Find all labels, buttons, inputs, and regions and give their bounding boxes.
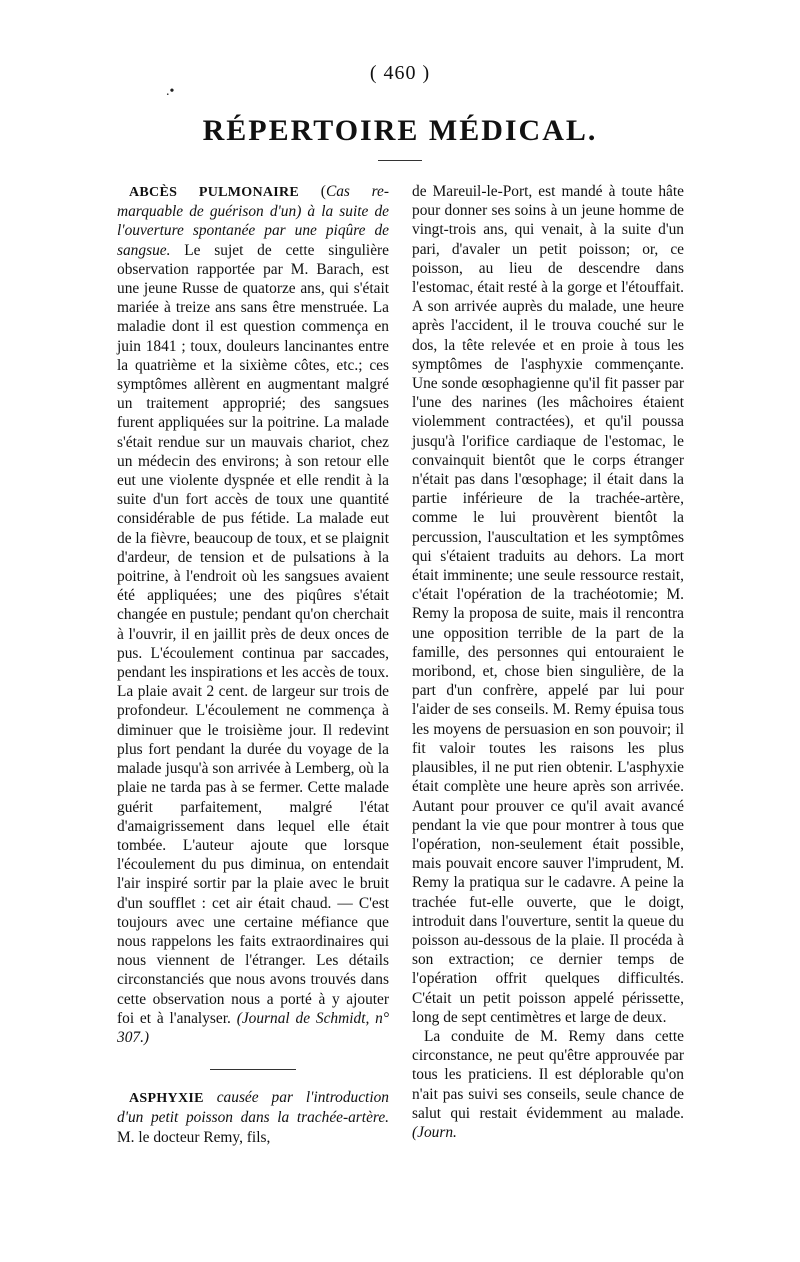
title-rule bbox=[378, 160, 422, 161]
stray-marks: .• bbox=[166, 84, 175, 99]
entry-asphyxie-continued bbox=[412, 182, 684, 1027]
entry-subtitle: Cas re-marquable de guérison d'un) à la suite de l'ouverture spontanée par une piqûre de sangsue. bbox=[117, 183, 389, 259]
entry-asphyxie-commentary bbox=[412, 1027, 684, 1142]
entry-abces-pulmonaire bbox=[117, 182, 389, 1047]
right-column bbox=[412, 182, 684, 1142]
left-column bbox=[117, 182, 389, 1147]
entry-subtitle-open: ( bbox=[320, 183, 326, 200]
entry-heading: ABCÈS PULMONAIRE bbox=[129, 185, 300, 200]
entry-source: (Journ. bbox=[412, 1123, 457, 1141]
entry-body: Le sujet de cette singulière observation rapportée par M. Barach, est une jeune Russe de quatorze ans, qui s'était mariée à treize ans sans être menstruée. La maladie dont il est question commença en juin 1841 ; toux, douleurs lancinantes entre la quatrième et la sixième côtes, etc.; ces symptômes allèrent en augmentant malgré un traitement approprié; des sangsues furent appliquées sur la poitrine. La malade s'était rendue sur un mauvais chariot, chez un médecin des environs; à son retour elle eut une violente dyspnée et elle rendit à la suite d'un fort accès de toux une quantité considérable de pus fétide. La malade eut de la fièvre, beaucoup de toux, et se plaignit d'ardeur, de tension et de pulsations à la poitrine, à l'endroit où les sangsues avaient été appliquées; une des piqûres s'était changée en pustule; pendant qu'on cherchait à l'ouvrir, il en jaillit près de deux onces de pus. L'écoulement continua par saccades, pendant les inspirations et les accès de toux. La plaie avait 2 cent. de largeur sur trois de profondeur. L'écoulement ne commença à diminuer que le troisième jour. Il redevint plus fort pendant la durée du voyage de la malade jusqu'à son arrivée à Lemberg, où la plaie ne tarda pas à se fermer. Cette malade guérit parfaitement, malgré l'état d'amaigrissement dans lequel elle était tombée. L'auteur ajoute que lorsque l'écoulement du pus diminua, on entendait l'air inspiré sortir par la plaie avec le bruit d'un soufflet : cet air était chaud. — C'est toujours avec une certaine méfiance que nous rappelons les faits extraordinaires qui nous viennent de l'étranger. Les détails circonstanciés que nous avons trouvés dans cette observation nous a porté à y ajouter foi et à l'analyser. bbox=[117, 241, 389, 1027]
entry-subtitle: causée par l'introduction d'un petit poisson dans la trachée-artère. bbox=[117, 1089, 389, 1127]
entry-source: (Journal de Schmidt, n° 307.) bbox=[117, 1009, 390, 1046]
entry-body: de Mareuil-le-Port, est mandé à toute hâte pour donner ses soins à un jeune homme de vingt-trois ans, qui venait, à la suite d'un pari, d'avaler un petit poisson; or, ce poisson, au lieu de descendre dans l'estomac, était resté à la gorge et l'étouffait. A son arrivée auprès du malade, une heure après l'accident, il le trouva couché sur le dos, la tête relevée et en proie à tous les symptômes de l'asphyxie commençante. Une sonde œsophagienne qu'il fit passer par l'une des narines (les mâchoires étaient violemment contractées), et qu'il poussa jusqu'à l'orifice cardiaque de l'estomac, le convainquit bientôt que le corps étranger n'était pas dans l'œsophage; il était dans la partie inférieure de la trachée-artère, comme le lui prouvèrent bientôt la percussion, l'auscultation et les symptômes qui s'étaient traduits au dehors. La mort était imminente; une seule ressource restait, c'était l'opération de la trachéotomie; M. Remy la proposa de suite, mais il rencontra une opposition terrible de la part de la famille, des personnes qui entouraient le moribond, et, chose bien singulière, de la part d'un confrère, appelé par lui pour l'aider de ses conseils. M. Remy épuisa tous les moyens de persuasion en son pouvoir; il fit valoir toutes les raisons les plus plausibles, il ne put rien obtenir. L'asphyxie était complète une heure après son arrivée. Autant pour prouver ce qu'il avait avancé pendant la vie que pour montrer à tous que l'opération, non-seulement était possible, mais pouvait encore sauver l'imprudent, M. Remy la pratiqua sur le cadavre. A peine la trachée fut-elle ouverte, que le doigt, introduit dans l'ouverture, sentit la queue du poisson au-dessous de la plaie. Il procéda à son extraction; ce dernier temps de l'opération offrit quelques difficultés. C'était un petit poisson appelé périssette, long de sept centimètres et large de deux. bbox=[412, 183, 684, 1026]
entry-asphyxie-start bbox=[117, 1088, 389, 1147]
entry-heading: ASPHYXIE bbox=[129, 1091, 204, 1107]
entry-body: M. le docteur Remy, fils, bbox=[117, 1128, 271, 1146]
page-title: RÉPERTOIRE MÉDICAL. bbox=[202, 114, 598, 147]
page-number: ( 460 ) bbox=[369, 62, 431, 84]
entry-separator bbox=[210, 1069, 296, 1070]
entry-body: La conduite de M. Remy dans cette circonstance, ne peut qu'être approuvée par tous les praticiens. Il est déplorable qu'on n'ait pas suivi ses conseils, seule chance de salut qui restait évidemment au malade. bbox=[412, 1027, 684, 1122]
